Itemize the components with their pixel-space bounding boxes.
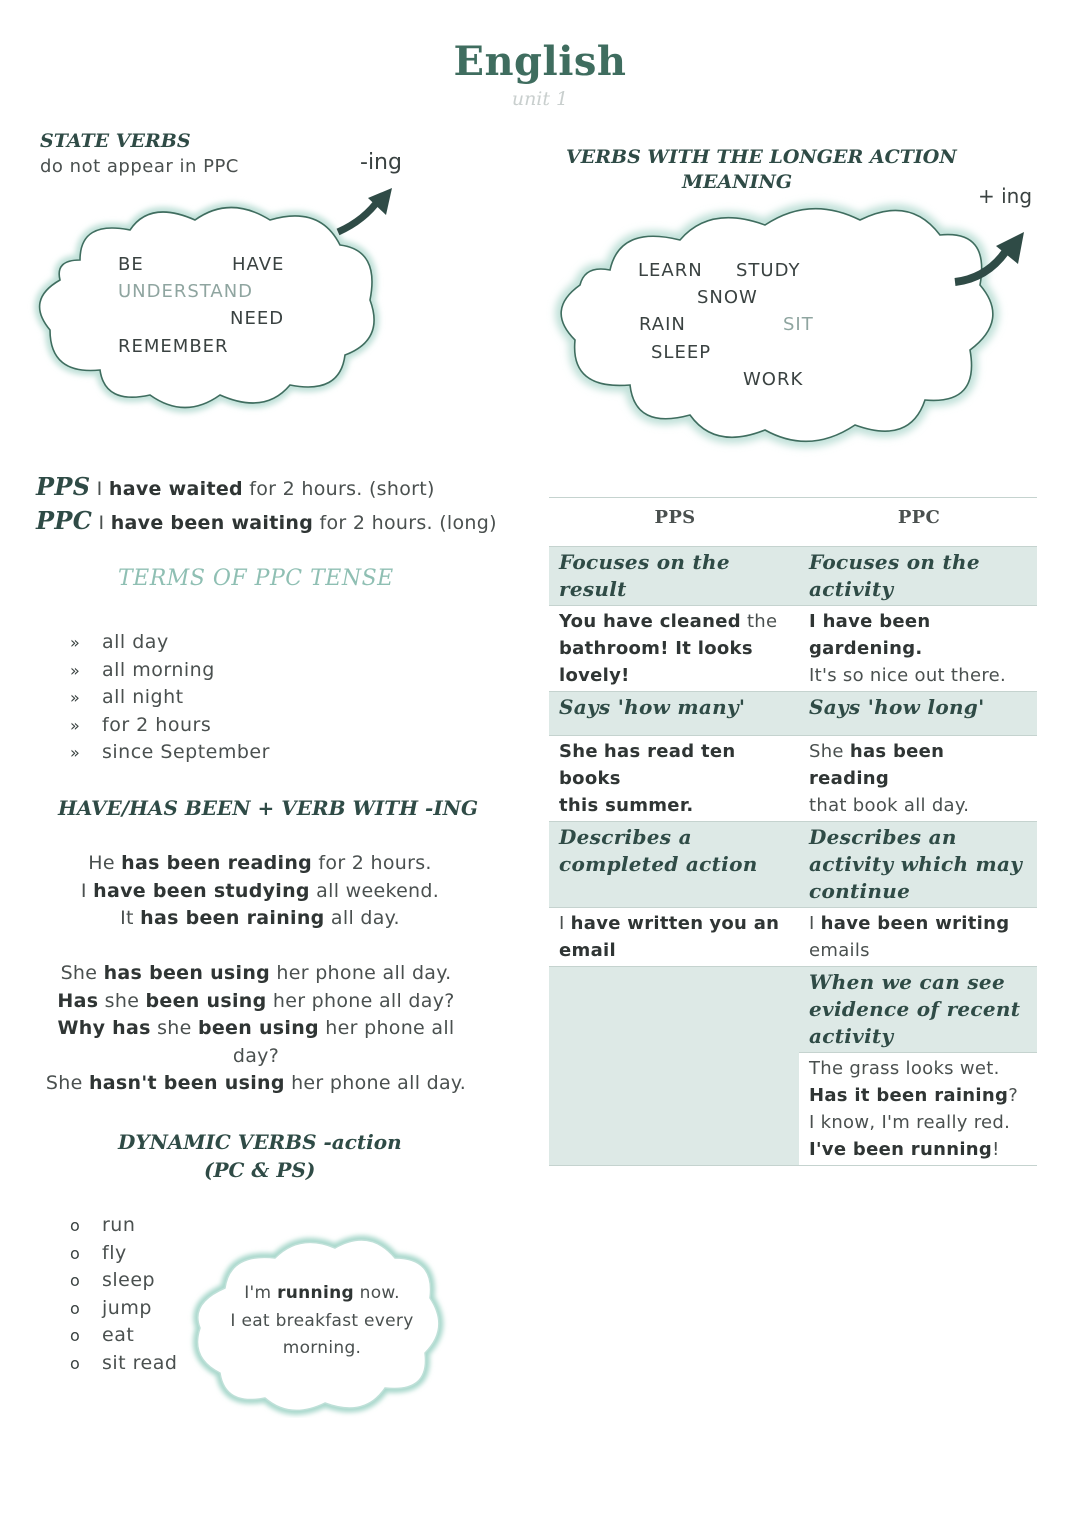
list-item: o sit read: [70, 1351, 178, 1374]
form-line: Why has she been using her phone all day?: [57, 1017, 455, 1067]
longer-action-heading-2: MEANING: [682, 171, 793, 193]
table-row: I have written you an email I have been writing emails: [549, 908, 1037, 967]
longer-word: SIT: [783, 314, 814, 335]
longer-word: LEARN: [638, 260, 703, 281]
terms-list: [70, 629, 270, 767]
state-word: BE: [118, 254, 144, 275]
pps-example: PPS I have waited for 2 hours. (short): [36, 472, 435, 501]
col-header-ppc: PPC: [897, 507, 941, 528]
longer-word: WORK: [743, 369, 804, 390]
state-word: UNDERSTAND: [118, 281, 254, 302]
list-item: » for 2 hours: [70, 713, 212, 736]
table-header-row: [549, 498, 1037, 547]
list-item: » all night: [70, 686, 184, 708]
table-row: When we can see evidence of recent activity: [549, 967, 1037, 1053]
longer-word: SLEEP: [651, 342, 712, 363]
page-title: English: [453, 38, 627, 85]
form-examples: [40, 850, 480, 933]
list-item: o fly: [70, 1241, 127, 1264]
ppc-example: PPC I have been waiting for 2 hours. (long): [36, 506, 497, 535]
longer-action-heading: VERBS WITH THE LONGER ACTION: [566, 146, 957, 168]
form-line: He has been reading for 2 hours.: [88, 852, 432, 874]
minus-ing-label: -ing: [360, 150, 402, 175]
dynamic-list: [70, 1212, 177, 1377]
form-line: Has she been using her phone all day?: [57, 989, 455, 1012]
table-row: Says 'how many' Says 'how long': [549, 692, 1037, 736]
list-item: o run: [70, 1214, 136, 1236]
state-verbs-heading: STATE VERBS: [40, 130, 191, 152]
form-questions: [36, 960, 476, 1098]
state-verbs-note: do not appear in PPC: [40, 156, 239, 177]
state-word: HAVE: [232, 254, 285, 275]
list-item: » since September: [70, 741, 270, 763]
list-item: o jump: [70, 1296, 152, 1319]
dynamic-heading: DYNAMIC VERBS -action: [118, 1130, 402, 1154]
state-word: NEED: [230, 308, 285, 329]
dynamic-cloud-text: I'm running now. I eat breakfast every morning.: [230, 1283, 414, 1358]
list-item: » all day: [70, 631, 169, 653]
form-line: I have been studying all weekend.: [80, 879, 440, 902]
list-item: o eat: [70, 1324, 135, 1346]
terms-heading: TERMS OF PPC TENSE: [118, 566, 394, 591]
table-row: Describes a completed action Describes an activity which may continue: [549, 822, 1037, 908]
table-row: The grass looks wet. Has it been raining? I know, I'm really red. I've been running!: [549, 1053, 1037, 1166]
longer-word: RAIN: [639, 314, 686, 335]
state-word: REMEMBER: [118, 336, 229, 357]
list-item: » all morning: [70, 658, 215, 681]
form-line: It has been raining all day.: [120, 907, 400, 929]
form-heading: HAVE/HAS BEEN + VERB WITH -ING: [58, 796, 479, 820]
longer-word: SNOW: [697, 287, 758, 308]
table-row: She has read ten books this summer. She has been reading that book all day.: [549, 736, 1037, 822]
longer-word: STUDY: [736, 260, 801, 281]
pps-ppc-table: [549, 497, 1037, 1166]
dynamic-heading-2: (PC & PS): [204, 1158, 316, 1182]
col-header-pps: PPS: [654, 507, 696, 528]
list-item: o sleep: [70, 1269, 156, 1291]
form-line: She hasn't been using her phone all day.: [45, 1072, 467, 1094]
plus-ing-label: + ing: [978, 184, 1033, 208]
table-row: Focuses on the result Focuses on the activity: [549, 547, 1037, 606]
form-line: She has been using her phone all day.: [60, 962, 452, 984]
page-subtitle: unit 1: [511, 88, 569, 110]
table-row: You have cleaned the bathroom! It looks lovely! I have been gardening. It's so nice out there.: [549, 606, 1037, 692]
